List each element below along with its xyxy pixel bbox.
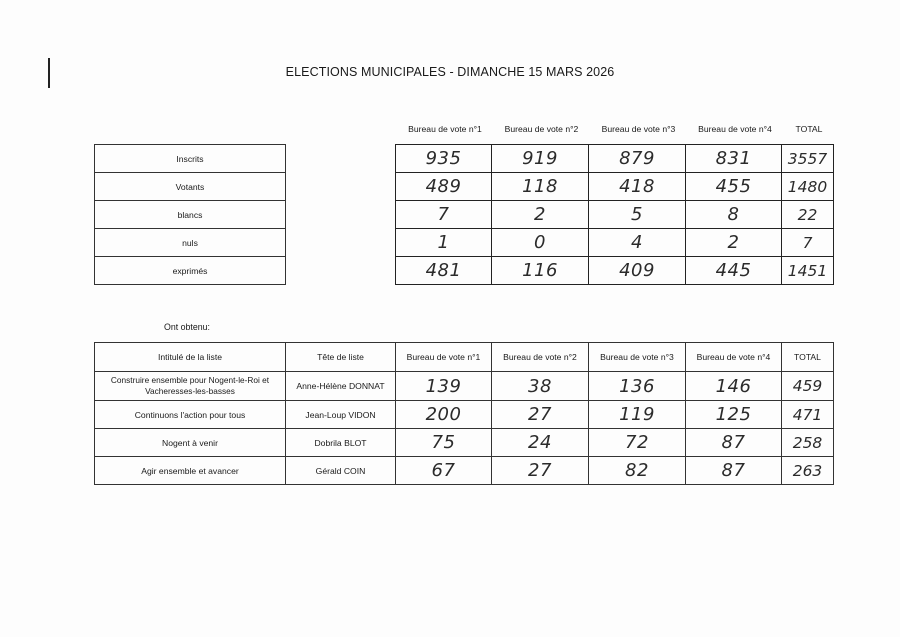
results-header: Tête de liste (286, 343, 396, 372)
summary-cell: 5 (589, 201, 686, 229)
col-header-bv3: Bureau de vote n°3 (601, 124, 676, 134)
summary-total-cell: 1480 (782, 173, 834, 201)
result-total-cell: 263 (782, 457, 834, 485)
summary-labels-table (94, 144, 286, 285)
summary-cell: 2 (492, 201, 589, 229)
result-cell: 139 (396, 372, 492, 401)
summary-cell: 409 (589, 257, 686, 285)
summary-label: exprimés (95, 257, 286, 285)
summary-label: Votants (95, 173, 286, 201)
list-head: Jean-Loup VIDON (286, 401, 396, 429)
summary-cell: 481 (396, 257, 492, 285)
summary-label: Inscrits (95, 145, 286, 173)
result-cell: 72 (589, 429, 686, 457)
summary-cell: 118 (492, 173, 589, 201)
list-name: Agir ensemble et avancer (95, 457, 286, 485)
summary-cell: 1 (396, 229, 492, 257)
summary-cell: 879 (589, 145, 686, 173)
summary-cell: 8 (686, 201, 782, 229)
page-title: ELECTIONS MUNICIPALES - DIMANCHE 15 MARS 2026 (285, 65, 615, 79)
result-cell: 125 (686, 401, 782, 429)
results-header: Intitulé de la liste (95, 343, 286, 372)
result-cell: 27 (492, 457, 589, 485)
result-total-cell: 258 (782, 429, 834, 457)
result-cell: 27 (492, 401, 589, 429)
col-header-total: TOTAL (795, 124, 823, 134)
result-cell: 82 (589, 457, 686, 485)
result-cell: 136 (589, 372, 686, 401)
list-head: Dobrila BLOT (286, 429, 396, 457)
result-cell: 67 (396, 457, 492, 485)
result-cell: 200 (396, 401, 492, 429)
summary-cell: 831 (686, 145, 782, 173)
summary-total-cell: 1451 (782, 257, 834, 285)
summary-cell: 445 (686, 257, 782, 285)
result-total-cell: 459 (782, 372, 834, 401)
summary-cell: 2 (686, 229, 782, 257)
list-name: Construire ensemble pour Nogent-le-Roi et Vacheresses-les-basses (95, 372, 286, 401)
summary-cell: 935 (396, 145, 492, 173)
summary-cell: 919 (492, 145, 589, 173)
summary-cell: 116 (492, 257, 589, 285)
results-caption: Ont obtenu: (164, 322, 210, 332)
result-cell: 75 (396, 429, 492, 457)
summary-total-cell: 7 (782, 229, 834, 257)
summary-values-table (395, 144, 834, 285)
result-cell: 87 (686, 457, 782, 485)
results-header: Bureau de vote n°4 (686, 343, 782, 372)
summary-cell: 7 (396, 201, 492, 229)
summary-total-cell: 22 (782, 201, 834, 229)
col-header-bv4: Bureau de vote n°4 (698, 124, 772, 134)
list-head: Gérald COIN (286, 457, 396, 485)
results-table (94, 342, 834, 485)
result-total-cell: 471 (782, 401, 834, 429)
summary-cell: 489 (396, 173, 492, 201)
result-cell: 119 (589, 401, 686, 429)
results-header: TOTAL (782, 343, 834, 372)
summary-cell: 455 (686, 173, 782, 201)
list-name: Nogent à venir (95, 429, 286, 457)
summary-label: nuls (95, 229, 286, 257)
results-header: Bureau de vote n°2 (492, 343, 589, 372)
col-header-bv1: Bureau de vote n°1 (408, 124, 482, 134)
result-cell: 146 (686, 372, 782, 401)
list-name: Continuons l'action pour tous (95, 401, 286, 429)
result-cell: 24 (492, 429, 589, 457)
result-cell: 38 (492, 372, 589, 401)
summary-cell: 4 (589, 229, 686, 257)
list-head: Anne-Hélène DONNAT (286, 372, 396, 401)
summary-cell: 0 (492, 229, 589, 257)
summary-cell: 418 (589, 173, 686, 201)
summary-label: blancs (95, 201, 286, 229)
result-cell: 87 (686, 429, 782, 457)
summary-total-cell: 3557 (782, 145, 834, 173)
results-header: Bureau de vote n°1 (396, 343, 492, 372)
results-header: Bureau de vote n°3 (589, 343, 686, 372)
col-header-bv2: Bureau de vote n°2 (504, 124, 579, 134)
